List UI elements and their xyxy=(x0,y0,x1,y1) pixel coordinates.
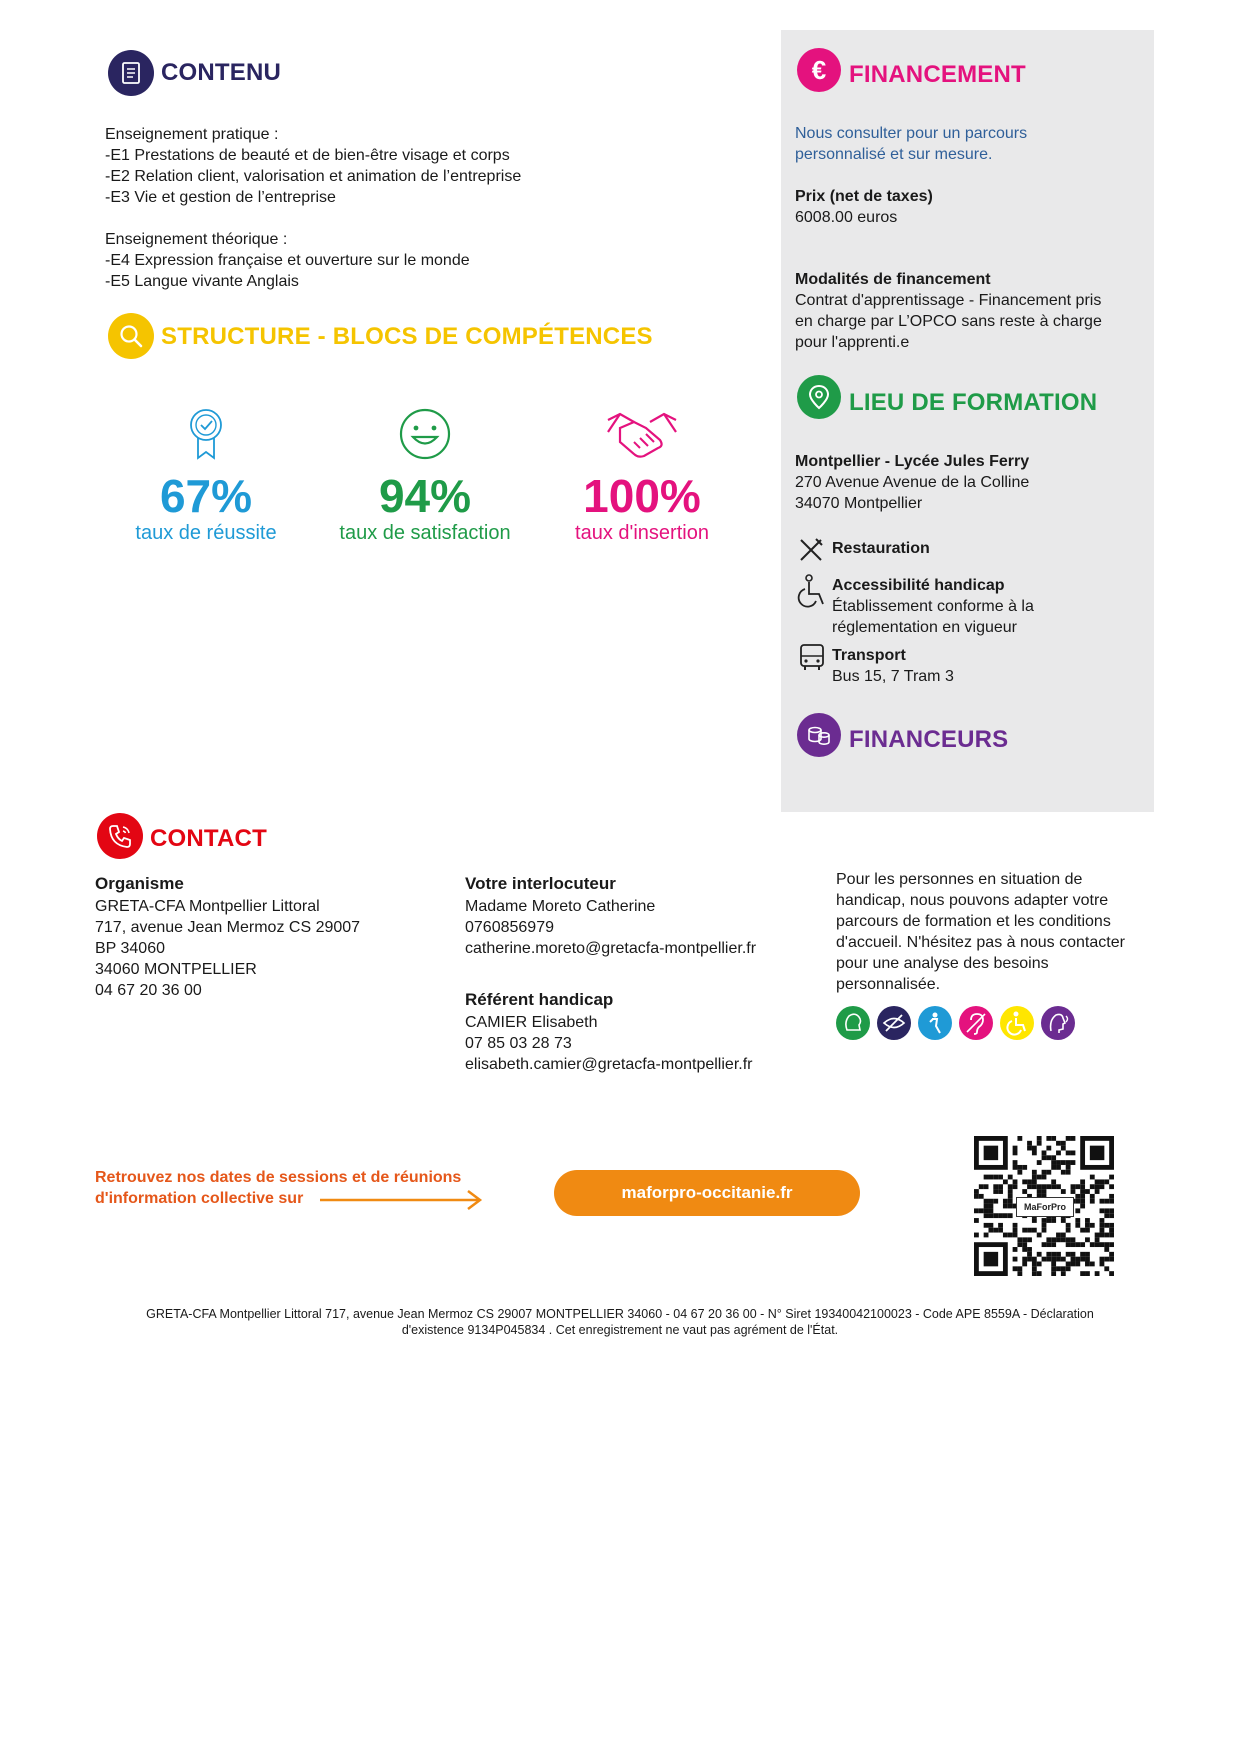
bus-icon xyxy=(797,642,827,672)
magnifier-icon xyxy=(108,313,154,359)
transport-label: Transport xyxy=(832,647,906,664)
motor-handicap-icon xyxy=(918,1006,952,1040)
wheelchair-access-icon xyxy=(797,574,827,608)
hearing-handicap-icon xyxy=(959,1006,993,1040)
footer-legal-text: GRETA-CFA Montpellier Littoral 717, avenue Jean Mermoz CS 29007 MONTPELLIER 34060 - 04 67 20 36 00 - N° Siret 19340042100023 - Code APE 8559A - Déclaration d'existence 9134P045834 . Cet enregistrement ne vaut pas agrément de l'État. xyxy=(146,1307,1094,1337)
stat-label: taux de satisfaction xyxy=(339,522,511,544)
mental-handicap-icon xyxy=(836,1006,870,1040)
euro-icon: € xyxy=(797,48,841,92)
site-address: 270 Avenue Avenue de la Colline 34070 Montpellier xyxy=(795,474,1030,512)
map-pin-icon xyxy=(797,375,841,419)
maforpro-link-button[interactable]: maforpro-occitanie.fr xyxy=(554,1170,860,1216)
financement-intro: Nous consulter pour un parcours personnalisé et sur mesure. xyxy=(795,125,1028,163)
section-title-contact: CONTACT xyxy=(150,825,267,852)
organisme-label: Organisme xyxy=(95,874,184,893)
section-title-structure: STRUCTURE - BLOCS DE COMPÉTENCES xyxy=(161,323,653,350)
section-title-contenu: CONTENU xyxy=(161,59,282,86)
stat-reussite xyxy=(86,406,326,545)
referent-label: Référent handicap xyxy=(465,990,614,1009)
qr-code[interactable] xyxy=(974,1136,1114,1276)
cognitive-handicap-icon xyxy=(1041,1006,1075,1040)
wheelchair-icon xyxy=(1000,1006,1034,1040)
price-value: 6008.00 euros xyxy=(795,209,898,226)
stat-value: 94% xyxy=(378,470,472,522)
stat-satisfaction xyxy=(305,406,545,545)
accessibilite-label: Accessibilité handicap xyxy=(832,577,1005,594)
smiley-icon xyxy=(305,406,545,462)
stat-insertion xyxy=(522,406,762,545)
section-title-financement: FINANCEMENT xyxy=(849,61,1026,88)
cutlery-icon xyxy=(797,536,825,564)
arrow-right-icon xyxy=(318,1188,488,1212)
restauration-label: Restauration xyxy=(832,540,930,557)
stat-label: taux d'insertion xyxy=(575,522,709,544)
coins-icon xyxy=(797,713,841,757)
phone-icon xyxy=(97,813,143,859)
sessions-text: Retrouvez nos dates de sessions et de réunions d'information collective sur xyxy=(95,1169,462,1207)
modalites-value: Contrat d'apprentissage - Financement pris en charge par L’OPCO sans reste à charge pour l'apprenti.e xyxy=(795,292,1102,351)
stat-label: taux de réussite xyxy=(135,522,277,544)
stat-value: 67% xyxy=(159,470,253,522)
qr-logo: MaForPro xyxy=(1016,1197,1074,1217)
organisme-value: GRETA-CFA Montpellier Littoral 717, avenue Jean Mermoz CS 29007 BP 34060 34060 MONTPELLIER 04 67 20 36 00 xyxy=(95,898,361,999)
price-label: Prix (net de taxes) xyxy=(795,188,933,205)
interlocuteur-value: Madame Moreto Catherine 0760856979 catherine.moreto@gretacfa-montpellier.fr xyxy=(465,898,757,957)
section-title-financeurs: FINANCEURS xyxy=(849,726,1009,753)
section-title-lieu: LIEU DE FORMATION xyxy=(849,389,1098,416)
stat-value: 100% xyxy=(583,470,701,522)
handshake-icon xyxy=(522,406,762,462)
modalites-label: Modalités de financement xyxy=(795,271,991,288)
document-icon xyxy=(108,50,154,96)
site-name: Montpellier - Lycée Jules Ferry xyxy=(795,453,1030,470)
contenu-body: Enseignement pratique : -E1 Prestations de beauté et de bien-être visage et corps -E2 Relation client, valorisation et animation de l’entreprise -E3 Vie et gestion de l’entreprise Enseignement théorique : -E4 Expression française et ouverture sur le monde -E5 Langue vivante Anglais xyxy=(105,126,522,290)
handicap-text: Pour les personnes en situation de handicap, nous pouvons adapter votre parcours de formation et les conditions d'accueil. N'hésitez pas à nous contacter pour une analyse des besoins personnalisée. xyxy=(836,871,1125,993)
award-ribbon-icon xyxy=(86,406,326,462)
accessibilite-value: Établissement conforme à la réglementation en vigueur xyxy=(832,598,1034,636)
transport-value: Bus 15, 7 Tram 3 xyxy=(832,668,954,685)
referent-value: CAMIER Elisabeth 07 85 03 28 73 elisabeth.camier@gretacfa-montpellier.fr xyxy=(465,1014,753,1073)
visual-handicap-icon xyxy=(877,1006,911,1040)
interlocuteur-label: Votre interlocuteur xyxy=(465,874,616,893)
